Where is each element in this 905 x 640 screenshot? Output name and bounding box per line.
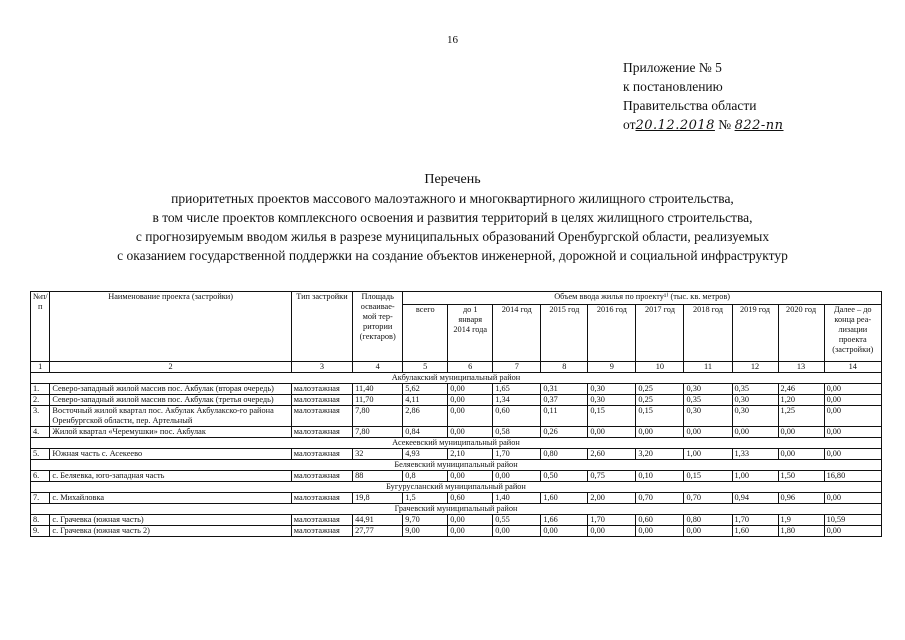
cell-project-name: Южная часть с. Асекеево bbox=[50, 449, 291, 460]
cell-y2018: 0,30 bbox=[684, 406, 732, 427]
cell-y2020: 0,00 bbox=[778, 427, 824, 438]
cell-total: 5,62 bbox=[403, 384, 448, 395]
cell-build-type: малоэтажная bbox=[291, 384, 352, 395]
cell-total: 4,11 bbox=[403, 395, 448, 406]
cell-y2018: 0,70 bbox=[684, 493, 732, 504]
header-2015: 2015 год bbox=[541, 305, 588, 362]
header-area: Площадь осваивае-мой тер-ритории (гектаров) bbox=[353, 292, 403, 362]
cell-y2018: 0,80 bbox=[684, 515, 732, 526]
cell-build-type: малоэтажная bbox=[291, 515, 352, 526]
cell-y2014: 0,60 bbox=[493, 406, 541, 427]
cell-y2020: 2,46 bbox=[778, 384, 824, 395]
cell-project-name: с. Михайловка bbox=[50, 493, 291, 504]
cell-row-num: 2. bbox=[31, 395, 50, 406]
cell-y2016: 0,00 bbox=[588, 427, 636, 438]
cell-before-2014: 0,00 bbox=[448, 384, 493, 395]
cell-y2019: 0,30 bbox=[732, 395, 778, 406]
cell-row-num: 5. bbox=[31, 449, 50, 460]
cell-y2018: 0,00 bbox=[684, 526, 732, 537]
table-row bbox=[31, 384, 882, 395]
cell-y2016: 0,30 bbox=[588, 395, 636, 406]
district-name: Бугурусланский муниципальный район bbox=[31, 482, 882, 493]
cell-total: 2,86 bbox=[403, 406, 448, 427]
cell-further: 0,00 bbox=[824, 427, 881, 438]
district-name: Беляевский муниципальный район bbox=[31, 460, 882, 471]
cell-further: 10,59 bbox=[824, 515, 881, 526]
title-line-1: приоритетных проектов массового малоэтажного и многоквартирного жилищного строительства, bbox=[171, 191, 734, 206]
table-row bbox=[31, 471, 882, 482]
column-number: 1 bbox=[31, 362, 50, 373]
column-number: 10 bbox=[636, 362, 684, 373]
header-2017: 2017 год bbox=[636, 305, 684, 362]
column-number: 12 bbox=[732, 362, 778, 373]
cell-y2014: 1,70 bbox=[493, 449, 541, 460]
cell-area: 44,91 bbox=[353, 515, 403, 526]
district-name: Асекеевский муниципальный район bbox=[31, 438, 882, 449]
cell-y2014: 0,55 bbox=[493, 515, 541, 526]
cell-y2014: 1,34 bbox=[493, 395, 541, 406]
cell-y2017: 0,25 bbox=[636, 395, 684, 406]
handwritten-date: 20.12.2018 bbox=[635, 118, 715, 133]
cell-y2016: 2,00 bbox=[588, 493, 636, 504]
cell-y2017: 0,00 bbox=[636, 427, 684, 438]
cell-y2017: 0,10 bbox=[636, 471, 684, 482]
header-2014: 2014 год bbox=[493, 305, 541, 362]
cell-total: 4,93 bbox=[403, 449, 448, 460]
cell-row-num: 8. bbox=[31, 515, 50, 526]
cell-y2019: 1,70 bbox=[732, 515, 778, 526]
cell-area: 11,70 bbox=[353, 395, 403, 406]
document-title bbox=[0, 170, 905, 265]
title-line-4: с оказанием государственной поддержки на создание объектов инженерной, дорожной и социальной инфраструктур bbox=[117, 248, 788, 263]
appendix-date-line bbox=[623, 115, 784, 135]
cell-y2019: 1,00 bbox=[732, 471, 778, 482]
cell-y2017: 3,20 bbox=[636, 449, 684, 460]
cell-build-type: малоэтажная bbox=[291, 395, 352, 406]
cell-build-type: малоэтажная bbox=[291, 493, 352, 504]
cell-project-name: Восточный жилой квартал пос. Акбулак Акбулакско-го района Оренбургской области, пер. Артельный bbox=[50, 406, 291, 427]
cell-project-name: Северо-западный жилой массив пос. Акбулак (вторая очередь) bbox=[50, 384, 291, 395]
column-number: 13 bbox=[778, 362, 824, 373]
header-2018: 2018 год bbox=[684, 305, 732, 362]
cell-y2015: 0,80 bbox=[541, 449, 588, 460]
table-row bbox=[31, 493, 882, 504]
cell-before-2014: 0,00 bbox=[448, 395, 493, 406]
cell-y2015: 0,31 bbox=[541, 384, 588, 395]
title-heading: Перечень bbox=[424, 172, 481, 187]
district-row bbox=[31, 373, 882, 384]
date-prefix: от bbox=[623, 117, 636, 132]
header-2020: 2020 год bbox=[778, 305, 824, 362]
header-before-2014: до 1 января 2014 года bbox=[448, 305, 493, 362]
district-row bbox=[31, 460, 882, 471]
cell-total: 9,00 bbox=[403, 526, 448, 537]
header-type: Тип застройки bbox=[291, 292, 352, 362]
cell-y2015: 0,00 bbox=[541, 526, 588, 537]
cell-y2017: 0,15 bbox=[636, 406, 684, 427]
cell-further: 0,00 bbox=[824, 449, 881, 460]
cell-y2014: 0,58 bbox=[493, 427, 541, 438]
cell-row-num: 9. bbox=[31, 526, 50, 537]
cell-y2016: 0,30 bbox=[588, 384, 636, 395]
cell-y2014: 0,00 bbox=[493, 526, 541, 537]
table-row bbox=[31, 449, 882, 460]
cell-before-2014: 0,00 bbox=[448, 406, 493, 427]
cell-area: 88 bbox=[353, 471, 403, 482]
cell-area: 32 bbox=[353, 449, 403, 460]
cell-project-name: Северо-западный жилой массив пос. Акбулак (третья очередь) bbox=[50, 395, 291, 406]
cell-build-type: малоэтажная bbox=[291, 471, 352, 482]
cell-area: 7,80 bbox=[353, 427, 403, 438]
cell-y2017: 0,00 bbox=[636, 526, 684, 537]
cell-y2017: 0,25 bbox=[636, 384, 684, 395]
cell-y2018: 0,15 bbox=[684, 471, 732, 482]
cell-project-name: с. Грачевка (южная часть 2) bbox=[50, 526, 291, 537]
cell-area: 7,80 bbox=[353, 406, 403, 427]
cell-y2014: 0,00 bbox=[493, 471, 541, 482]
column-numbers-row bbox=[31, 362, 882, 373]
column-number: 9 bbox=[588, 362, 636, 373]
district-name: Акбулакский муниципальный район bbox=[31, 373, 882, 384]
cell-before-2014: 0,60 bbox=[448, 493, 493, 504]
table-body bbox=[31, 362, 882, 537]
cell-row-num: 6. bbox=[31, 471, 50, 482]
title-line-3: с прогнозируемым вводом жилья в разрезе муниципальных образований Оренбургской области, реализуемых bbox=[135, 229, 770, 244]
cell-row-num: 7. bbox=[31, 493, 50, 504]
cell-y2020: 1,20 bbox=[778, 395, 824, 406]
table-row bbox=[31, 406, 882, 427]
cell-before-2014: 0,00 bbox=[448, 515, 493, 526]
cell-y2015: 0,11 bbox=[541, 406, 588, 427]
column-number: 5 bbox=[403, 362, 448, 373]
handwritten-number: 822-пп bbox=[734, 118, 784, 133]
cell-project-name: с. Беляевка, юго-западная часть bbox=[50, 471, 291, 482]
district-row bbox=[31, 504, 882, 515]
appendix-title: Приложение № 5 bbox=[623, 60, 722, 75]
cell-y2016: 0,00 bbox=[588, 526, 636, 537]
cell-y2015: 0,50 bbox=[541, 471, 588, 482]
cell-y2020: 1,80 bbox=[778, 526, 824, 537]
cell-y2014: 1,65 bbox=[493, 384, 541, 395]
cell-area: 19,8 bbox=[353, 493, 403, 504]
cell-before-2014: 2,10 bbox=[448, 449, 493, 460]
cell-y2016: 1,70 bbox=[588, 515, 636, 526]
table-row bbox=[31, 515, 882, 526]
header-2016: 2016 год bbox=[588, 305, 636, 362]
column-number: 3 bbox=[291, 362, 352, 373]
header-2019: 2019 год bbox=[732, 305, 778, 362]
cell-build-type: малоэтажная bbox=[291, 526, 352, 537]
cell-y2019: 0,30 bbox=[732, 406, 778, 427]
appendix-block bbox=[623, 58, 784, 135]
projects-table bbox=[30, 291, 882, 537]
cell-total: 1,5 bbox=[403, 493, 448, 504]
cell-further: 16,80 bbox=[824, 471, 881, 482]
column-number: 8 bbox=[541, 362, 588, 373]
district-row bbox=[31, 482, 882, 493]
cell-y2020: 0,96 bbox=[778, 493, 824, 504]
cell-y2019: 1,33 bbox=[732, 449, 778, 460]
cell-y2020: 1,50 bbox=[778, 471, 824, 482]
column-number: 6 bbox=[448, 362, 493, 373]
cell-further: 0,00 bbox=[824, 384, 881, 395]
cell-y2014: 1,40 bbox=[493, 493, 541, 504]
cell-before-2014: 0,00 bbox=[448, 471, 493, 482]
cell-y2019: 0,94 bbox=[732, 493, 778, 504]
district-name: Грачевский муниципальный район bbox=[31, 504, 882, 515]
cell-row-num: 1. bbox=[31, 384, 50, 395]
cell-y2015: 0,26 bbox=[541, 427, 588, 438]
cell-project-name: с. Грачевка (южная часть) bbox=[50, 515, 291, 526]
cell-y2017: 0,60 bbox=[636, 515, 684, 526]
cell-y2020: 1,9 bbox=[778, 515, 824, 526]
cell-area: 11,40 bbox=[353, 384, 403, 395]
cell-further: 0,00 bbox=[824, 526, 881, 537]
cell-y2016: 0,15 bbox=[588, 406, 636, 427]
header-num: №п/п bbox=[31, 292, 50, 362]
table-row bbox=[31, 395, 882, 406]
cell-before-2014: 0,00 bbox=[448, 427, 493, 438]
table-row bbox=[31, 526, 882, 537]
cell-build-type: малоэтажная bbox=[291, 427, 352, 438]
column-number: 2 bbox=[50, 362, 291, 373]
district-row bbox=[31, 438, 882, 449]
column-number: 14 bbox=[824, 362, 881, 373]
cell-y2016: 2,60 bbox=[588, 449, 636, 460]
cell-y2019: 0,35 bbox=[732, 384, 778, 395]
page-number: 16 bbox=[447, 34, 458, 46]
column-number: 7 bbox=[493, 362, 541, 373]
cell-y2019: 0,00 bbox=[732, 427, 778, 438]
cell-y2018: 0,35 bbox=[684, 395, 732, 406]
title-line-2: в том числе проектов комплексного освоения и развития территорий в целях жилищного строительства, bbox=[152, 210, 753, 225]
cell-project-name: Жилой квартал «Черемушки» пос. Акбулак bbox=[50, 427, 291, 438]
table-row bbox=[31, 427, 882, 438]
cell-area: 27,77 bbox=[353, 526, 403, 537]
cell-y2018: 0,30 bbox=[684, 384, 732, 395]
cell-y2015: 0,37 bbox=[541, 395, 588, 406]
cell-build-type: малоэтажная bbox=[291, 449, 352, 460]
cell-y2018: 1,00 bbox=[684, 449, 732, 460]
cell-further: 0,00 bbox=[824, 493, 881, 504]
cell-further: 0,00 bbox=[824, 406, 881, 427]
column-number: 11 bbox=[684, 362, 732, 373]
cell-y2016: 0,75 bbox=[588, 471, 636, 482]
cell-row-num: 4. bbox=[31, 427, 50, 438]
appendix-authority: Правительства области bbox=[623, 98, 757, 113]
cell-total: 0,8 bbox=[403, 471, 448, 482]
cell-total: 0,84 bbox=[403, 427, 448, 438]
header-name: Наименование проекта (застройки) bbox=[50, 292, 291, 362]
cell-y2020: 0,00 bbox=[778, 449, 824, 460]
cell-total: 9,70 bbox=[403, 515, 448, 526]
cell-build-type: малоэтажная bbox=[291, 406, 352, 427]
cell-y2020: 1,25 bbox=[778, 406, 824, 427]
cell-y2017: 0,70 bbox=[636, 493, 684, 504]
cell-y2015: 1,66 bbox=[541, 515, 588, 526]
header-volume: Объем ввода жилья по проекту¹⁾ (тыс. кв. метров) bbox=[403, 292, 882, 305]
cell-y2019: 1,60 bbox=[732, 526, 778, 537]
header-total: всего bbox=[403, 305, 448, 362]
header-further: Далее – до конца реа-лизации проекта (застройки) bbox=[824, 305, 881, 362]
column-number: 4 bbox=[353, 362, 403, 373]
cell-further: 0,00 bbox=[824, 395, 881, 406]
number-prefix: № bbox=[718, 117, 732, 132]
cell-y2015: 1,60 bbox=[541, 493, 588, 504]
cell-y2018: 0,00 bbox=[684, 427, 732, 438]
cell-before-2014: 0,00 bbox=[448, 526, 493, 537]
appendix-reference: к постановлению bbox=[623, 79, 723, 94]
cell-row-num: 3. bbox=[31, 406, 50, 427]
